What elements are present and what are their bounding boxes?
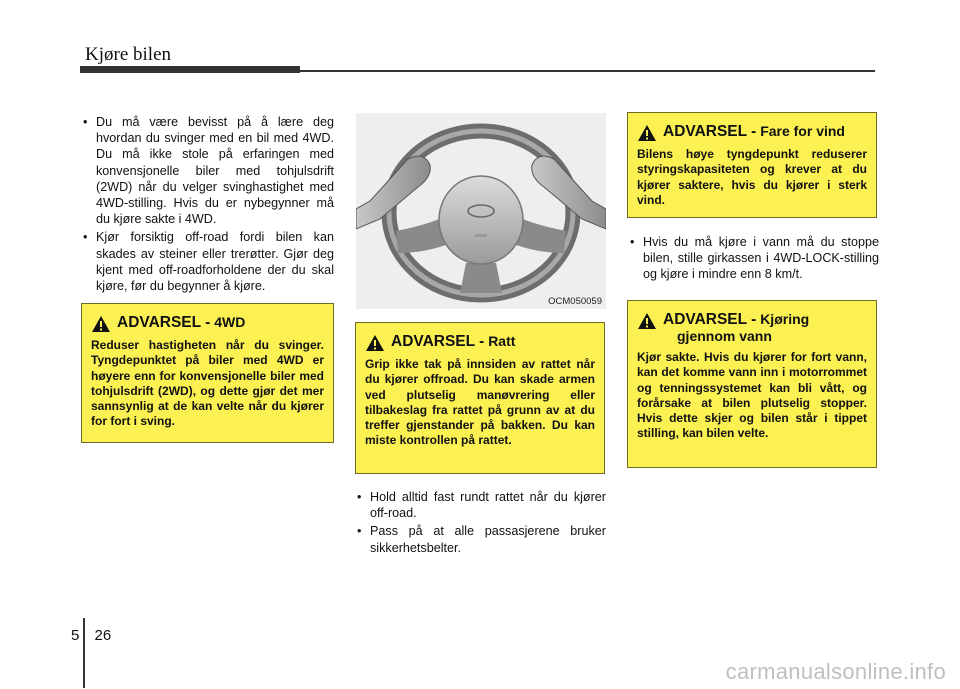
col2-bullet-list: [356, 489, 606, 558]
page-number: [71, 627, 111, 644]
warning-subject: Kjøring: [760, 311, 810, 327]
warning-triangle-icon: [637, 312, 657, 330]
list-item: • Hvis du må kjøre i vann må du stoppe bilen, stille girkassen i 4WD-LOCK-stilling og kjøre i mindre enn 8 km/t.: [629, 234, 879, 283]
list-item: • Pass på at alle passasjerene bruker sikkerhetsbelter.: [356, 523, 606, 555]
warning-text: Grip ikke tak på innsiden av rattet når du kjører offroad. Du kan skade armen ved plutselig manøvrering eller tilbakeslag fra rattet på grunn av at du treffer gjenstander på bakken. Du kan miste kontrollen på rattet.: [365, 357, 595, 448]
warning-triangle-icon: [91, 315, 111, 333]
warning-subject: Ratt: [488, 333, 516, 349]
steering-wheel-figure: [356, 113, 606, 309]
list-item: • Kjør forsiktig off-road fordi bilen kan skades av steiner eller trerøtter. Gjør deg kjent med off-roadforholdene der du skal kjøre, før du begynner å kjøre.: [82, 229, 334, 294]
list-item: • Du må være bevisst på å lære deg hvordan du svinger med en bil med 4WD. Du må ikke stole på erfaringen med konvensjonelle biler med tohjulsdrift (2WD) når du velger svinghastighet med 4WD-stilling. Hvis du er nybegynner må du kjøre sakte i 4WD.: [82, 114, 334, 227]
warning-4wd: [81, 303, 334, 443]
list-item: • Hold alltid fast rundt rattet når du kjører off-road.: [356, 489, 606, 521]
steering-wheel-illustration: [356, 113, 606, 309]
warning-subject: 4WD: [214, 314, 246, 330]
warning-triangle-icon: [365, 334, 385, 352]
watermark: carmanualsonline.info: [725, 659, 946, 684]
warning-text: Reduser hastigheten når du svinger. Tyngdepunktet på biler med 4WD er høyere enn for konvensjonelle biler med tohjulsdrift (2WD), og dette gjør det mer sannsynlig at de kan velte når du kjører for fort i sving.: [91, 338, 324, 429]
warning-label: ADVARSEL -: [117, 314, 211, 331]
page-number-value: 26: [94, 627, 112, 644]
header-rule: [300, 70, 875, 72]
warning-water: [627, 300, 877, 468]
col1-bullet-list: [82, 114, 334, 296]
header-bar: [80, 66, 300, 73]
warning-text: Bilens høye tyngdepunkt reduserer styringskapasiteten og krever at du kjører saktere, hvis du kjører i sterk vind.: [637, 147, 867, 207]
warning-subject-cont: gjennom vann: [677, 328, 772, 344]
warning-ratt: [355, 322, 605, 474]
warning-text: Kjør sakte. Hvis du kjører for fort vann, kan det komme vann inn i motorrommet og tenningssystemet kan bli vått, og forårsake at bilen plutselig stopper. Hvis dette skjer og bilen står i tippet stilling, kan bilen velte.: [637, 350, 867, 441]
warning-label: ADVARSEL -: [663, 311, 757, 328]
warning-wind: [627, 112, 877, 218]
warning-label: ADVARSEL -: [391, 333, 485, 350]
section-number: 5: [71, 627, 80, 644]
figure-code: OCM050059: [548, 296, 602, 307]
warning-label: ADVARSEL -: [663, 123, 757, 140]
col3-bullet-list: [629, 234, 879, 285]
page-title: Kjøre bilen: [85, 44, 172, 65]
warning-subject: Fare for vind: [760, 123, 845, 139]
warning-triangle-icon: [637, 124, 657, 142]
